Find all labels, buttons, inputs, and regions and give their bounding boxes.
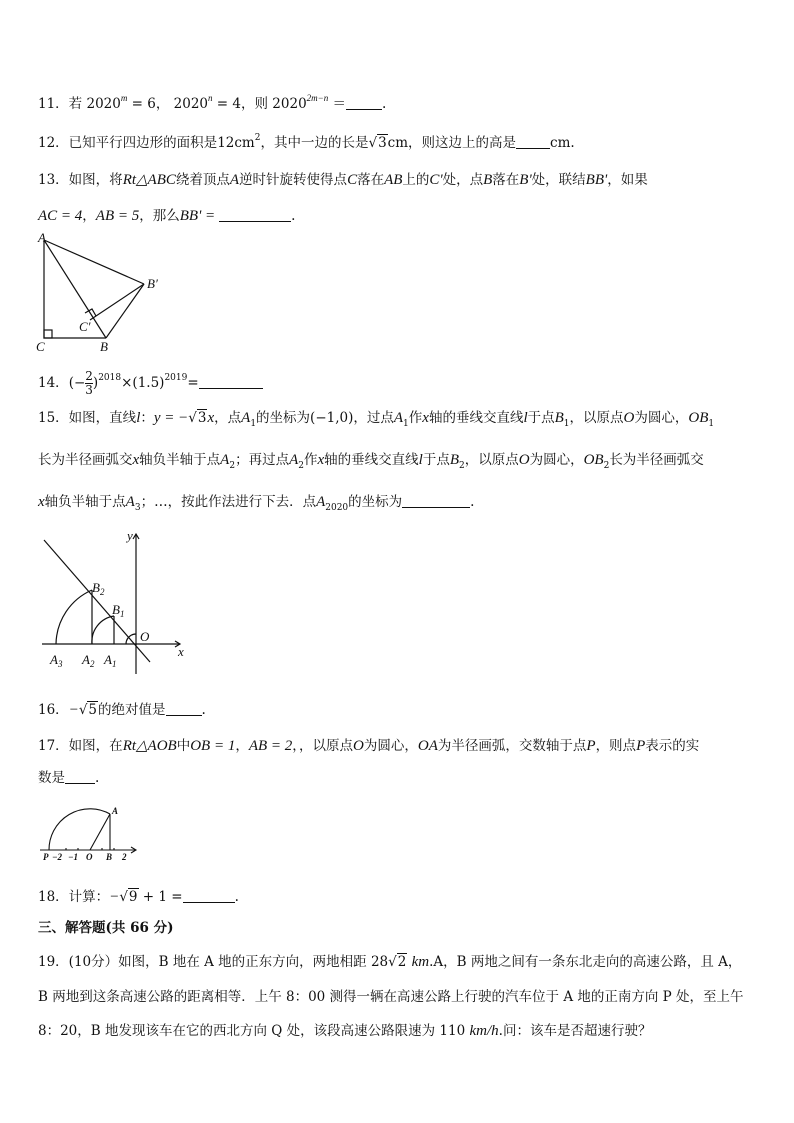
label-y: y	[127, 528, 133, 543]
fraction: $\frac{2}{3}$	[85, 369, 93, 397]
label-A1: $A_1$	[104, 652, 117, 669]
label-O: O	[140, 629, 150, 644]
q17-number-line-figure	[38, 800, 148, 866]
question-13-line-2: AC = 4，AB = 5，那么BB' = .	[38, 208, 296, 224]
answer-blank[interactable]	[199, 374, 263, 389]
answer-blank[interactable]	[346, 95, 382, 110]
label-C-prime: C′	[79, 319, 91, 334]
answer-blank[interactable]	[516, 134, 550, 149]
tick-minus-2: −2	[52, 852, 62, 862]
answer-blank[interactable]	[183, 888, 235, 903]
question-18: 18．计算：−√9 + 1 = .	[38, 889, 239, 905]
question-19-line-2: B 两地到这条高速公路的距离相等．上午 8：00 测得一辆在高速公路上行驶的汽车位于 A 地的正南方向 P 处，至上午	[38, 989, 744, 1005]
label-x: x	[178, 644, 184, 659]
label-A2: $A_2$	[82, 652, 95, 669]
question-15-line-2: 长为半径画弧交x轴负半轴于点$A_2$；再过点$A_2$作x轴的垂线交直线l于点$B_2$，以原点O为圆心，$OB_2$长为半径画弧交	[38, 452, 704, 471]
question-16: 16．−√5的绝对值是 .	[38, 702, 206, 718]
question-11: 11．若 2020$^m$ = 6， 2020$^n$ = 4，则 $2020^{2m-n}$ ＝ .	[38, 93, 387, 112]
section-heading: 三、解答题(共 66 分)	[38, 920, 174, 936]
question-17-line-2: 数是 .	[38, 770, 100, 786]
question-13-line-1: 13．如图，将Rt△ABC绕着顶点A逆时针旋转使得点C落在AB上的C'处，点B落在B'处，联结BB'，如果	[38, 172, 648, 188]
label-A3: $A_3$	[50, 652, 63, 669]
answer-blank[interactable]	[65, 769, 95, 784]
label-B1: $B_1$	[112, 602, 125, 619]
question-15-line-3: x轴负半轴于点$A_3$；…，按此作法进行下去．点$A_{2020}$的坐标为 .	[38, 494, 475, 513]
answer-blank[interactable]	[219, 207, 291, 222]
question-14: 14．(− $\frac{2}{3}$ )$^{2018}\times(1.5)^{2019}=$	[38, 368, 263, 397]
label-A: A	[112, 806, 119, 816]
answer-blank[interactable]	[166, 701, 202, 716]
q15-coordinate-figure	[36, 528, 196, 676]
question-12: 12．已知平行四边形的面积是$12cm^2$，其中一边的长是√3cm，则这边上的高是 cm.	[38, 133, 575, 151]
question-17-line-1: 17．如图，在Rt△AOB中OB = 1，AB = 2，，以原点O为圆心，OA为半径画弧，交数轴于点P，则点P表示的实	[38, 738, 700, 754]
label-B: B	[106, 852, 113, 862]
answer-blank[interactable]	[402, 493, 470, 508]
tick-2: 2	[122, 852, 127, 862]
label-P: P	[43, 852, 49, 862]
label-C: C	[36, 339, 45, 354]
label-A: A	[38, 230, 46, 245]
question-19-line-1: 19．(10分）如图，B 地在 A 地的正东方向，两地相距 28√2 km.A，B 两地之间有一条东北走向的高速公路，且 A，	[38, 954, 742, 970]
question-15-line-1: 15．如图，直线l：y = −√3x，点$A_1$的坐标为(−1,0)，过点$A_1$作x轴的垂线交直线l于点$B_1$，以原点O为圆心，$OB_1$	[38, 410, 715, 429]
tick-minus-1: −1	[68, 852, 78, 862]
q13-triangle-figure	[30, 230, 170, 354]
label-B: B	[100, 339, 108, 354]
sqrt-expression: √3	[368, 135, 387, 151]
label-O: O	[86, 852, 93, 862]
label-B2: $B_2$	[92, 580, 105, 597]
question-19-line-3: 8：20，B 地发现该车在它的西北方向 Q 处，该段高速公路限速为 110 km/h.问：该车是否超速行驶？	[38, 1023, 652, 1039]
label-B-prime: B′	[147, 276, 158, 291]
